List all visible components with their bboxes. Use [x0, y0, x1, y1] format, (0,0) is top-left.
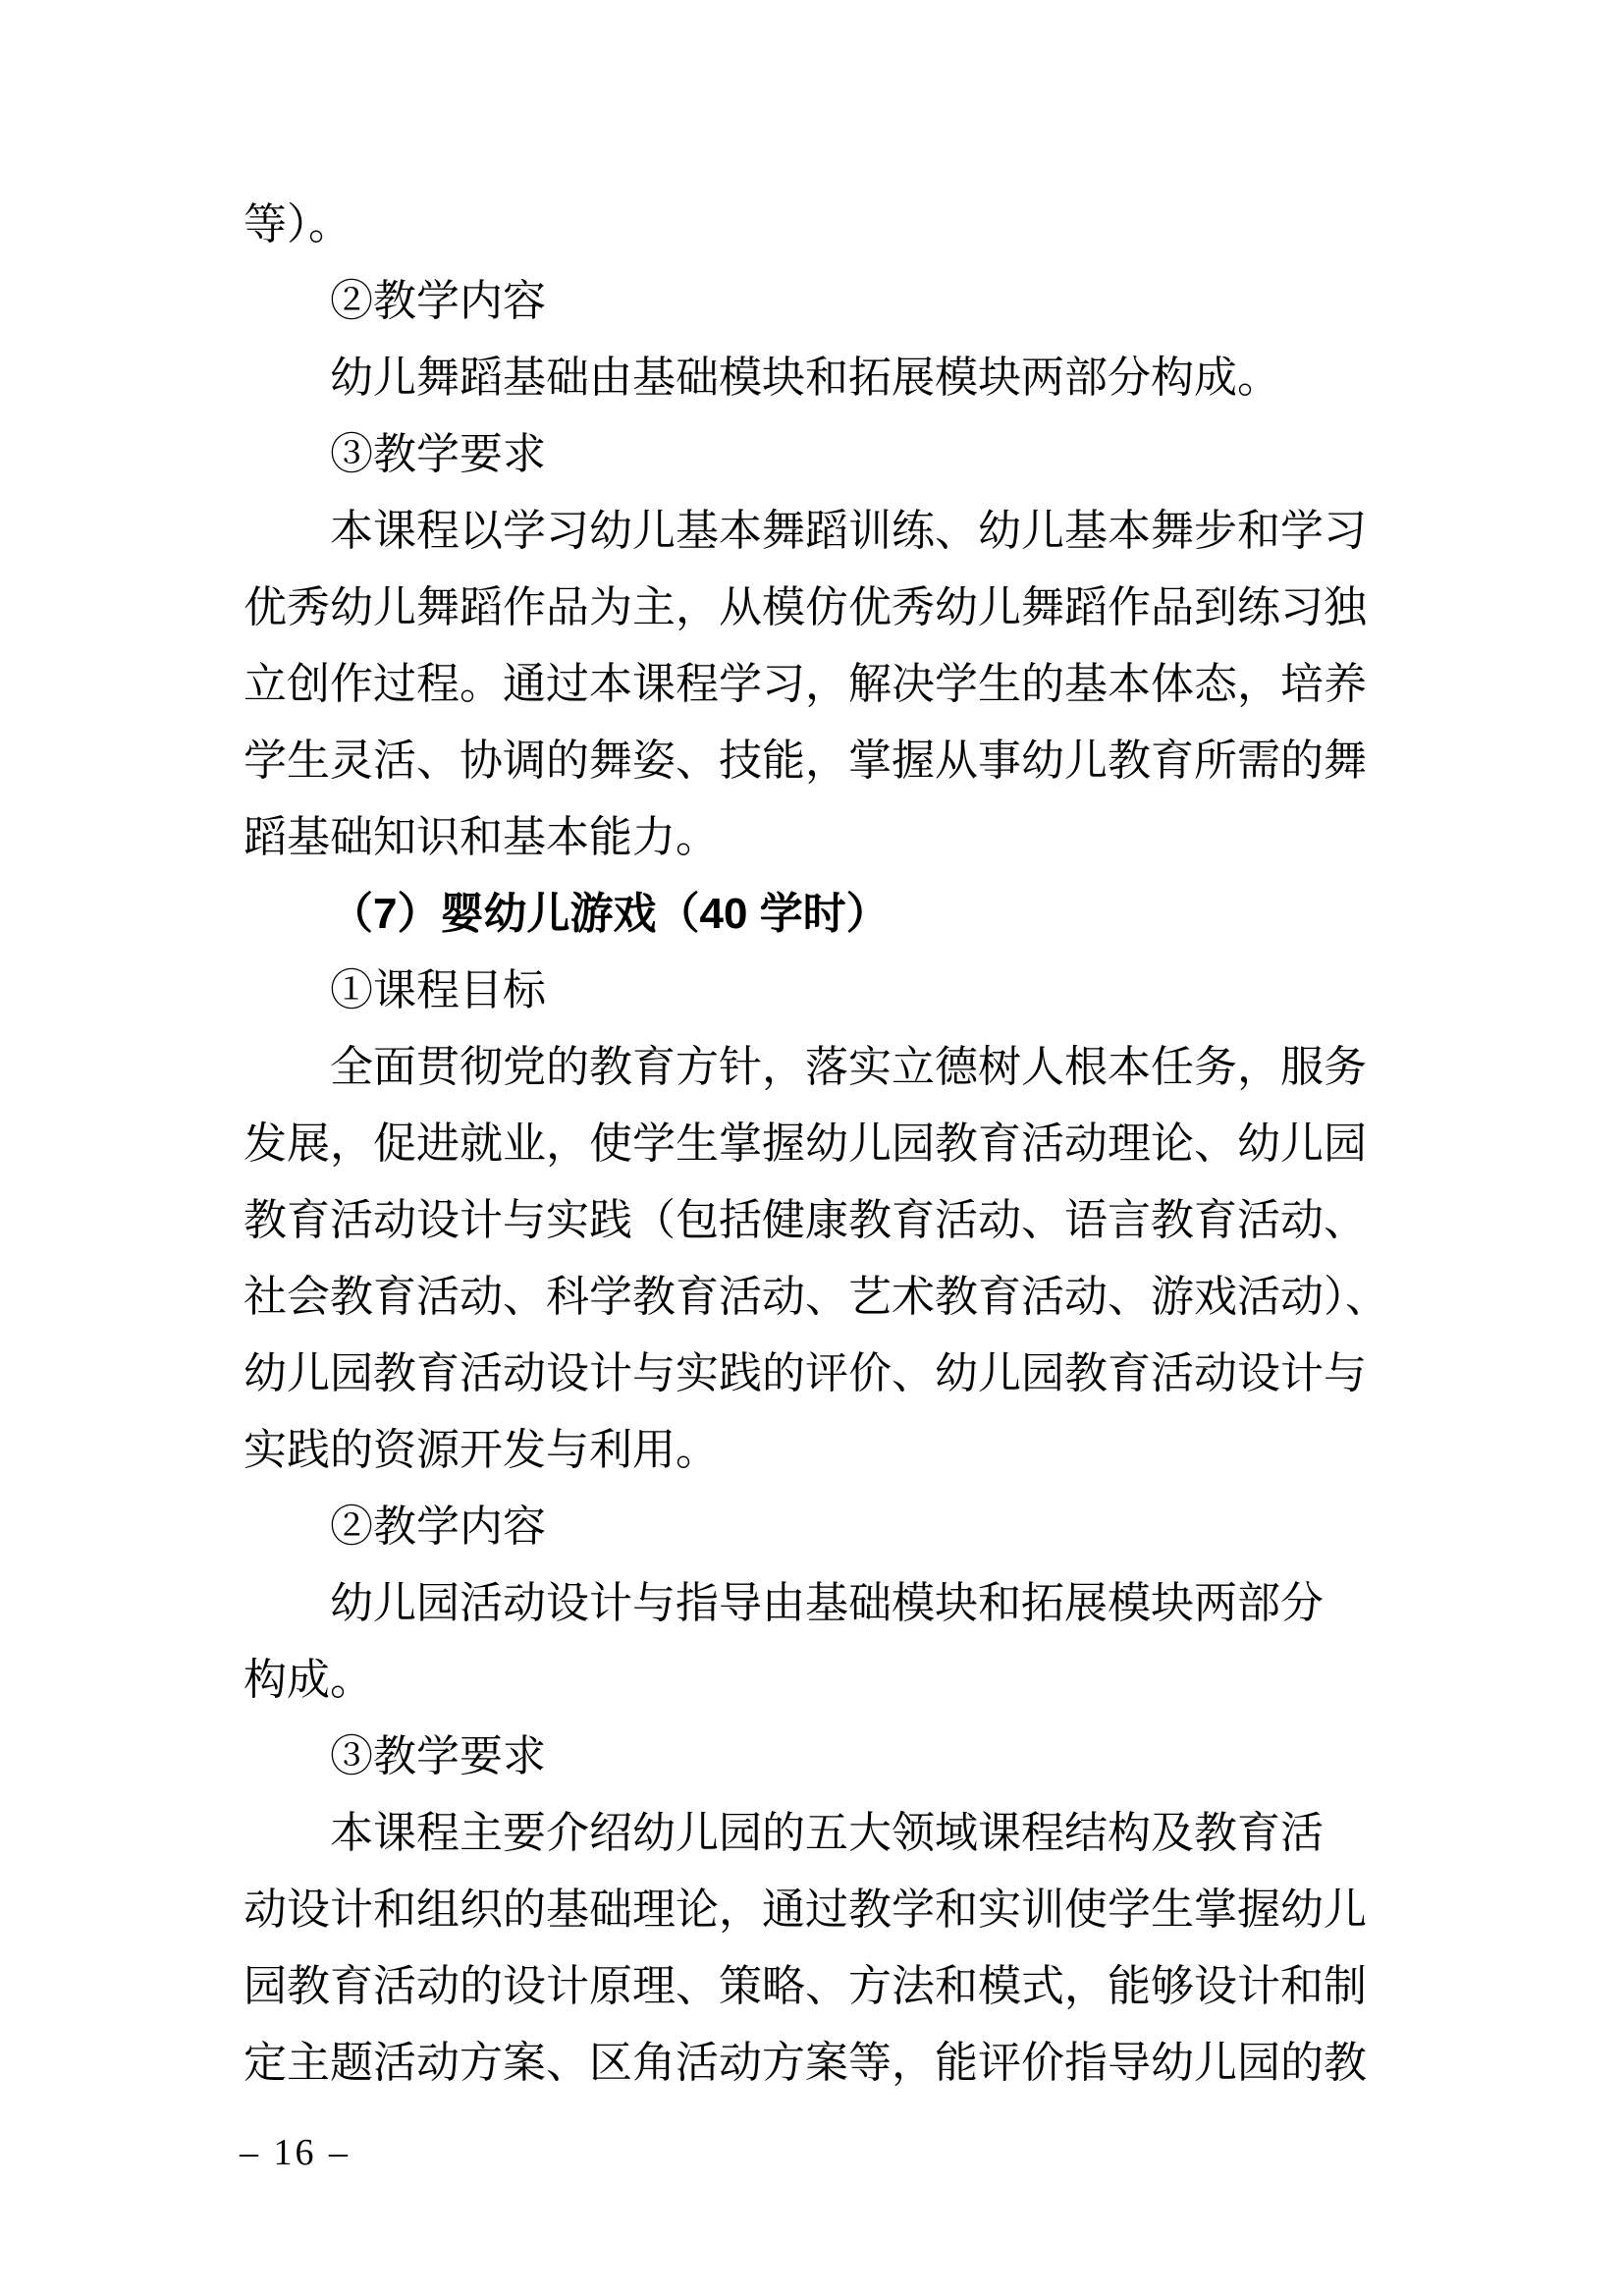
text-line: 学生灵活、协调的舞姿、技能，掌握从事幼儿教育所需的舞: [243, 737, 1367, 785]
text-line: 等）。: [243, 200, 352, 248]
text-line: ①课程目标: [330, 966, 546, 1014]
text-line: 本课程主要介绍幼儿园的五大领域课程结构及教育活: [330, 1809, 1324, 1857]
text-line: 实践的资源开发与利用。: [243, 1426, 719, 1474]
text-line: 幼儿园教育活动设计与实践的评价、幼儿园教育活动设计与: [243, 1349, 1367, 1397]
text-line: 教育活动设计与实践（包括健康教育活动、语言教育活动、: [243, 1196, 1367, 1244]
text-line: 全面贯彻党的教育方针，落实立德树人根本任务，服务: [330, 1043, 1367, 1091]
text-line: 发展，促进就业，使学生掌握幼儿园教育活动理论、幼儿园: [243, 1120, 1367, 1168]
text-line: ②教学内容: [330, 277, 546, 325]
text-line: 幼儿舞蹈基础由基础模块和拓展模块两部分构成。: [330, 354, 1280, 402]
text-line: 幼儿园活动设计与指导由基础模块和拓展模块两部分: [330, 1579, 1324, 1627]
section-heading: （7）婴幼儿游戏（40 学时）: [330, 890, 890, 938]
text-line: ③教学要求: [330, 1732, 546, 1780]
page-number: – 16 –: [240, 2132, 351, 2173]
text-line: 动设计和组织的基础理论，通过教学和实训使学生掌握幼儿: [243, 1886, 1367, 1934]
text-line: 定主题活动方案、区角活动方案等，能评价指导幼儿园的教: [243, 2039, 1367, 2087]
document-body: [243, 187, 1388, 2102]
text-line: 立创作过程。通过本课程学习，解决学生的基本体态，培养: [243, 660, 1367, 708]
text-line: 本课程以学习幼儿基本舞蹈训练、幼儿基本舞步和学习: [330, 507, 1367, 555]
text-line: 蹈基础知识和基本能力。: [243, 813, 719, 861]
text-line: ③教学要求: [330, 430, 546, 478]
text-line: 优秀幼儿舞蹈作品为主，从模仿优秀幼儿舞蹈作品到练习独: [243, 583, 1367, 631]
text-line: 构成。: [243, 1656, 373, 1704]
text-line: 园教育活动的设计原理、策略、方法和模式，能够设计和制: [243, 1962, 1367, 2010]
text-line: 社会教育活动、科学教育活动、艺术教育活动、游戏活动）、: [243, 1273, 1388, 1321]
text-line: ②教学内容: [330, 1503, 546, 1551]
